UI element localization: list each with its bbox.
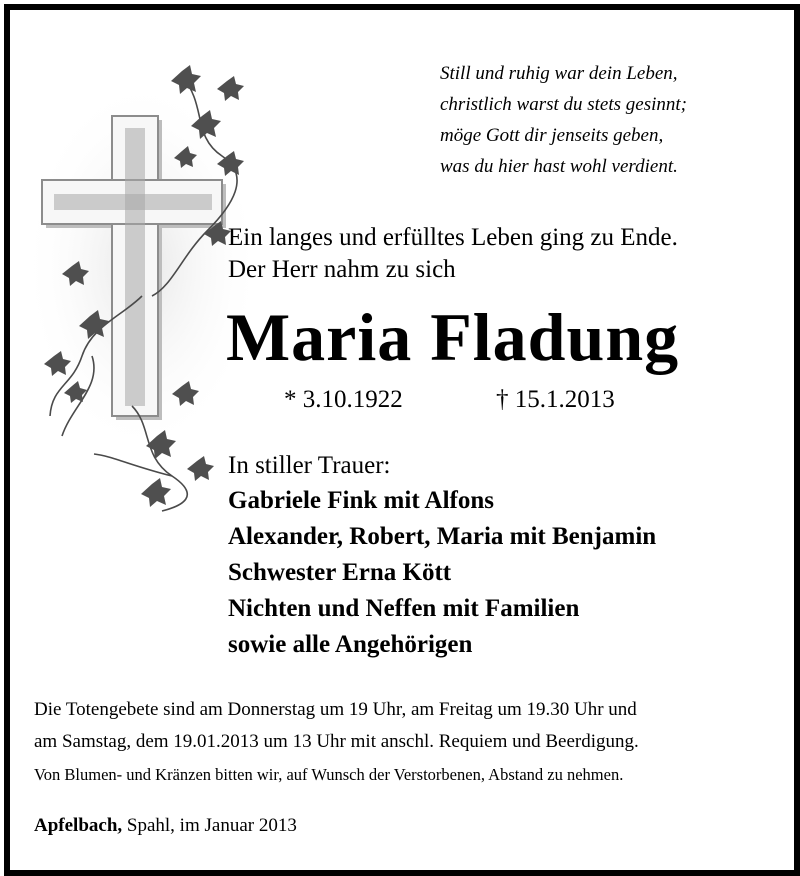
service-info-line-1: Die Totengebete sind am Donnerstag um 19 Uhr, am Freitag um 19.30 Uhr und (34, 699, 637, 720)
mourner-line: Schwester Erna Kött (228, 559, 452, 586)
poem-line: möge Gott dir jenseits geben, (440, 125, 664, 146)
intro-text (228, 222, 678, 286)
intro-line-2: Der Herr nahm zu sich (228, 256, 456, 283)
cross-with-ivy-illustration (32, 56, 272, 516)
mourner-line: Gabriele Fink mit Alfons (228, 487, 494, 514)
mourner-line: Alexander, Robert, Maria mit Benjamin (228, 523, 657, 550)
poem-line: christlich warst du stets gesinnt; (440, 94, 687, 115)
mourner-line: Nichten und Neffen mit Familien (228, 595, 580, 622)
mourners-list (228, 483, 656, 663)
mourning-heading: In stiller Trauer: (228, 452, 391, 479)
mourner-line: sowie alle Angehörigen (228, 631, 473, 658)
signoff-place: Apfelbach, (34, 815, 123, 836)
flowers-note: Von Blumen- und Kränzen bitten wir, auf Wunsch der Verstorbenen, Abstand zu nehmen. (34, 765, 624, 784)
death-date: † 15.1.2013 (496, 386, 615, 413)
poem-line: was du hier hast wohl verdient. (440, 156, 678, 177)
poem-line: Still und ruhig war dein Leben, (440, 63, 678, 84)
deceased-name: Maria Fladung (226, 299, 680, 375)
signoff-rest: Spahl, im Januar 2013 (122, 815, 297, 836)
intro-line-1: Ein langes und erfülltes Leben ging zu Ende. (228, 224, 678, 251)
memorial-poem (440, 58, 760, 182)
signoff (34, 814, 297, 838)
service-info (34, 694, 639, 758)
service-info-line-2: am Samstag, dem 19.01.2013 um 13 Uhr mit anschl. Requiem und Beerdigung. (34, 731, 639, 752)
birth-date: * 3.10.1922 (284, 386, 403, 413)
